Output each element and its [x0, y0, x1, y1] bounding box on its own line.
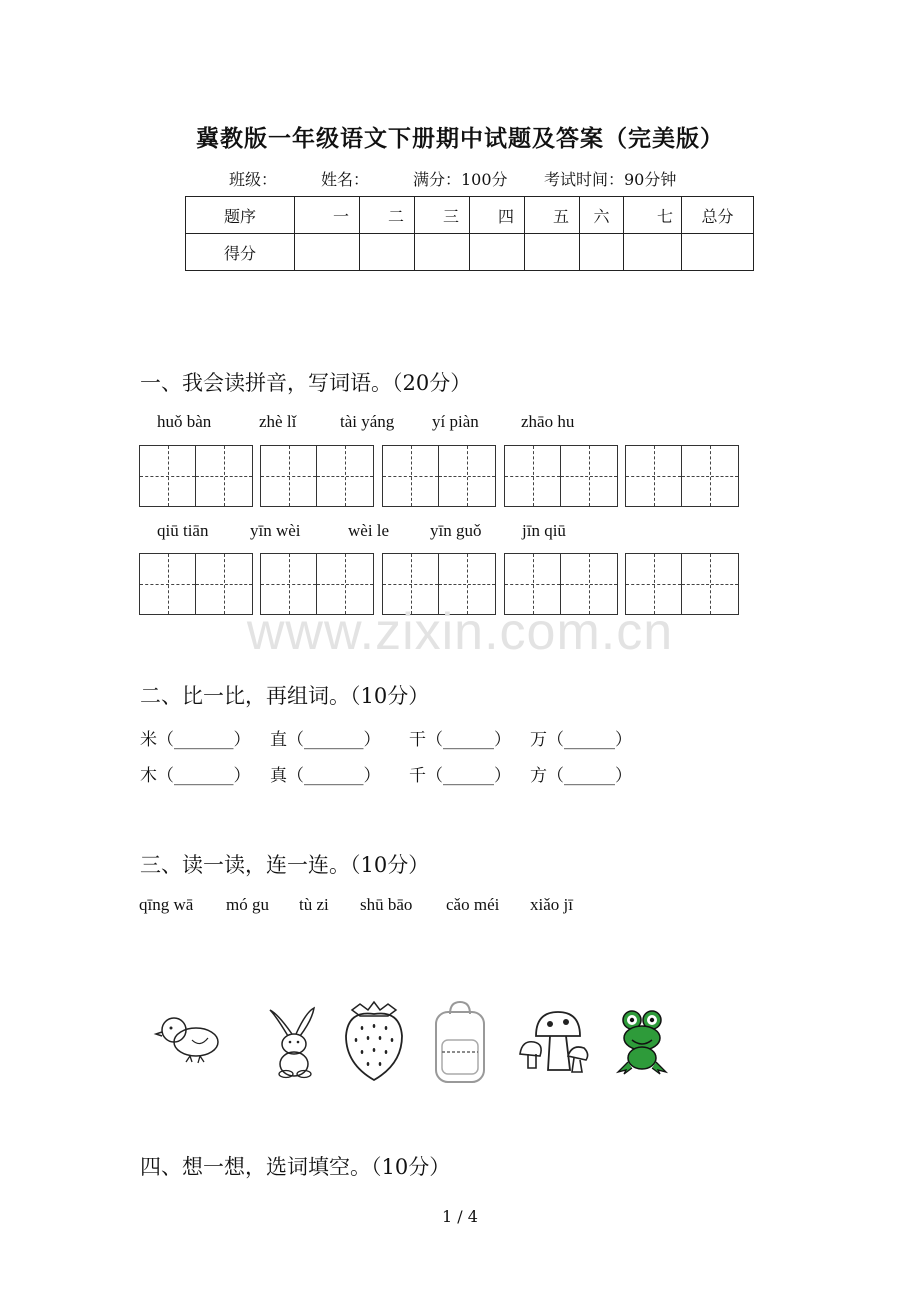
- pinyin-label: yīn wèi: [250, 521, 301, 540]
- backpack-icon[interactable]: [428, 1000, 492, 1084]
- word-fill-item[interactable]: 直（_______）: [270, 730, 381, 750]
- pinyin-label: yīn guǒ: [430, 521, 482, 540]
- pinyin-label: yí piàn: [432, 412, 479, 431]
- strawberry-icon[interactable]: [342, 1000, 406, 1084]
- score-cell[interactable]: [295, 234, 360, 271]
- full-score-label: 满分：100分: [413, 170, 508, 189]
- word-fill-item[interactable]: 千（______）: [409, 766, 511, 786]
- table-header-cell: 四: [470, 197, 525, 234]
- word-fill-item[interactable]: 米（_______）: [140, 730, 251, 750]
- section-3-heading: 三、读一读，连一连。（10分）: [140, 853, 430, 877]
- exam-time-label: 考试时间：90分钟: [544, 170, 677, 189]
- score-cell[interactable]: [415, 234, 470, 271]
- pinyin-label: qīng wā: [139, 895, 194, 914]
- pinyin-label: zhāo hu: [521, 412, 575, 431]
- score-cell[interactable]: [360, 234, 415, 271]
- pinyin-label: tài yáng: [340, 412, 395, 431]
- section-2-heading: 二、比一比，再组词。（10分）: [140, 684, 430, 708]
- table-header-cell: 总分: [682, 197, 754, 234]
- pinyin-label: cǎo méi: [446, 895, 500, 914]
- word-fill-item[interactable]: 木（_______）: [140, 766, 251, 786]
- word-fill-item[interactable]: 真（_______）: [270, 766, 381, 786]
- pinyin-label: zhè lǐ: [259, 412, 297, 431]
- table-header-cell: 一: [295, 197, 360, 234]
- writing-grid[interactable]: [260, 445, 374, 507]
- table-row-label: 得分: [186, 234, 295, 271]
- section-1-heading: 一、我会读拼音，写词语。（20分）: [140, 371, 472, 395]
- table-header-cell: 三: [415, 197, 470, 234]
- watermark: www.zixin.com.cn: [246, 603, 674, 661]
- table-header-cell: 六: [580, 197, 624, 234]
- writing-grid[interactable]: [625, 445, 739, 507]
- table-header-cell: 题序: [186, 197, 295, 234]
- page-title: 冀教版一年级语文下册期中试题及答案（完美版）: [196, 125, 724, 152]
- page-number: 1 / 4: [442, 1207, 478, 1226]
- writing-grid[interactable]: [504, 445, 618, 507]
- pinyin-label: jīn qiū: [522, 521, 566, 540]
- frog-icon[interactable]: [614, 1008, 670, 1076]
- rabbit-icon[interactable]: [262, 1006, 322, 1080]
- score-cell[interactable]: [682, 234, 754, 271]
- writing-grid[interactable]: [382, 445, 496, 507]
- word-fill-item[interactable]: 干（______）: [409, 730, 511, 750]
- pinyin-label: mó gu: [226, 895, 269, 914]
- pinyin-label: shū bāo: [360, 895, 413, 914]
- table-header-cell: 二: [360, 197, 415, 234]
- score-cell[interactable]: [580, 234, 624, 271]
- score-table: [185, 196, 754, 271]
- pinyin-label: xiǎo jī: [530, 895, 573, 914]
- section-4-heading: 四、想一想，选词填空。（10分）: [140, 1155, 451, 1179]
- chick-icon[interactable]: [152, 1010, 224, 1066]
- word-fill-item[interactable]: 方（______）: [530, 766, 632, 786]
- score-cell[interactable]: [470, 234, 525, 271]
- pinyin-label: wèi le: [348, 521, 390, 540]
- mushroom-icon[interactable]: [516, 1006, 592, 1078]
- writing-grid[interactable]: [139, 445, 253, 507]
- name-label: 姓名：: [321, 170, 370, 189]
- pinyin-label: qiū tiān: [157, 521, 209, 540]
- score-cell[interactable]: [525, 234, 580, 271]
- table-header-cell: 五: [525, 197, 580, 234]
- score-table-header-row: [186, 197, 754, 234]
- class-label: 班级：: [229, 170, 278, 189]
- pinyin-label: tù zi: [299, 895, 329, 914]
- table-header-cell: 七: [624, 197, 682, 234]
- word-fill-item[interactable]: 万（______）: [530, 730, 632, 750]
- score-table-row: [186, 234, 754, 271]
- pinyin-label: huǒ bàn: [157, 412, 212, 431]
- score-cell[interactable]: [624, 234, 682, 271]
